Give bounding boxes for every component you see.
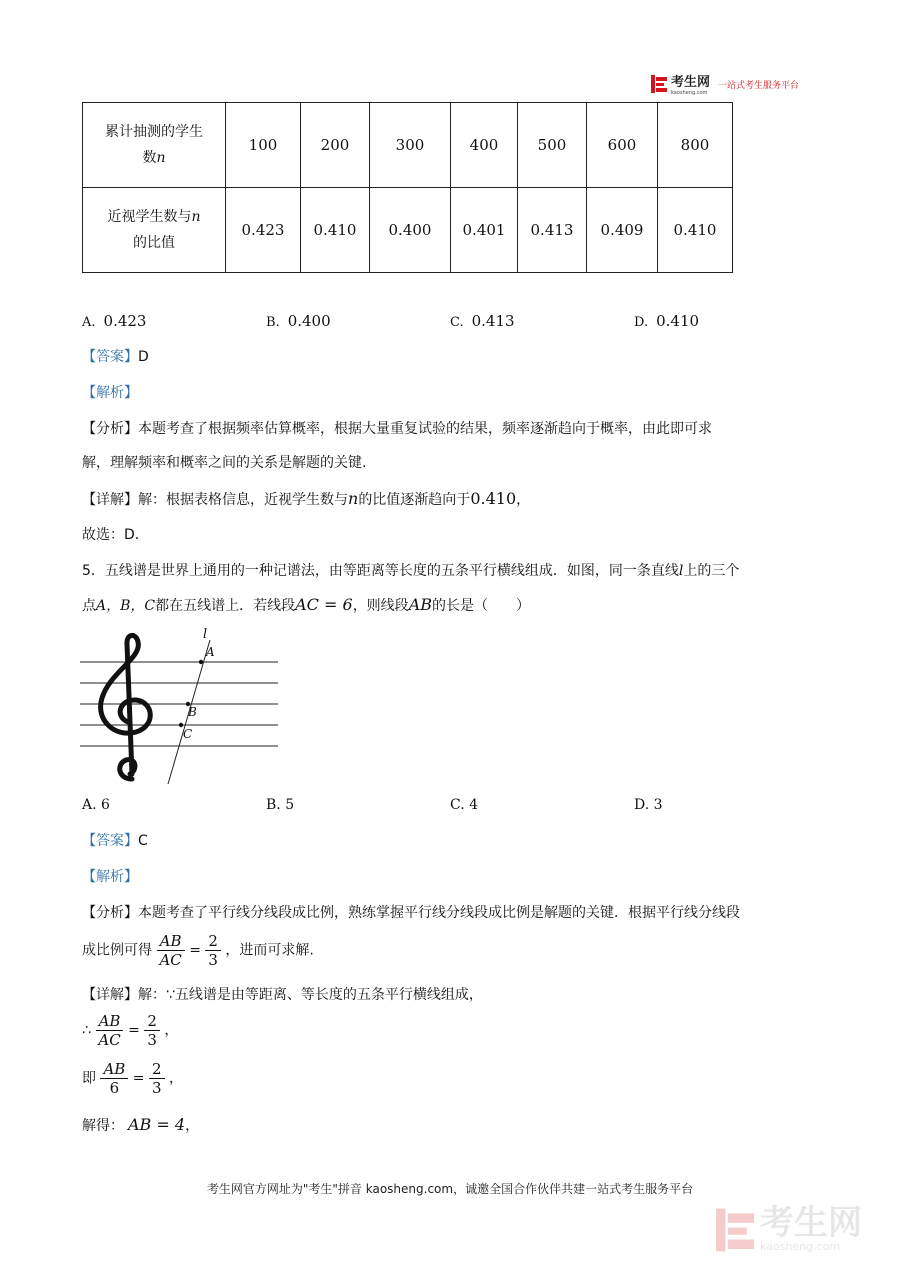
fenxi-text: 成比例可得 [82, 942, 152, 959]
solve-label: 解得： [82, 1118, 124, 1134]
detail-text: 的比值逐渐趋向于 [358, 492, 471, 508]
comma: ， [164, 1022, 179, 1039]
fraction-denominator: 3 [151, 1079, 162, 1097]
label-b: B [188, 705, 197, 719]
q4-option-c [450, 312, 515, 330]
watermark-text-block [760, 1203, 862, 1253]
stem-text: 点 [82, 598, 96, 614]
q5-option-d [634, 797, 663, 813]
option-value: 6 [101, 797, 110, 813]
fraction-denominator: AC [98, 1031, 121, 1049]
table-cell: 300 [370, 103, 451, 188]
brand-name: 考生网 [671, 75, 711, 90]
page-footer: 考生网官方网址为"考生"拼音 kaosheng.com，诚邀全国合作伙伴共建一站式考生服务平台 [206, 1182, 694, 1196]
table-cell: 500 [518, 103, 587, 188]
stem-text: 的长是（ ） [432, 598, 530, 614]
detail-value: 0.410 [470, 489, 517, 508]
table-cell: 800 [658, 103, 733, 188]
fenxi-tag: 【分析】 [82, 905, 138, 921]
table-cell: 0.400 [370, 188, 451, 273]
fraction-numerator: 2 [144, 1012, 160, 1031]
math-expr: AC = 6 [295, 595, 353, 614]
fraction-denominator: 3 [208, 951, 218, 969]
q5-stem-line1 [82, 560, 842, 582]
answer-value: D [138, 349, 149, 365]
comma: ， [168, 1070, 183, 1087]
q5-option-b [266, 797, 294, 813]
q4-fenxi [82, 418, 822, 440]
math-var: AB [408, 595, 432, 614]
fenxi-text: ，进而可求解. [225, 942, 314, 959]
q4-conclusion: 故选：D． [82, 527, 149, 543]
stem-text: 5．五线谱是世界上通用的一种记谱法，由等距离等长度的五条平行横线组成．如图，同一条直线 [82, 563, 679, 579]
treble-clef-icon [101, 635, 151, 779]
math-var: A，B，C [96, 598, 156, 614]
detail-tag: 【详解】 [82, 492, 138, 508]
fraction-2-3 [144, 1012, 160, 1049]
survey-table [82, 102, 733, 273]
row-label: 累计抽测的学生 [105, 124, 203, 140]
equals-sign: = [132, 1070, 145, 1087]
staff-lines [80, 662, 278, 746]
q5-answer [82, 830, 148, 852]
header-brand [651, 72, 799, 96]
option-value: 0.423 [103, 312, 147, 330]
fraction-numerator: 2 [149, 1060, 165, 1079]
detail-text: 解：根据表格信息，近视学生数与 [138, 492, 348, 508]
watermark-logo-icon [716, 1207, 754, 1253]
q5-step-therefore [82, 1012, 178, 1049]
q4-detail [82, 488, 530, 511]
answer-value: C [138, 833, 148, 849]
option-label: D. [634, 315, 649, 330]
analysis-tag: 【解析】 [82, 869, 138, 885]
detail-text: ， [516, 492, 531, 508]
q5-analysis-heading [82, 866, 138, 888]
q5-option-a [82, 797, 110, 813]
point-a [199, 660, 203, 664]
option-value: 0.413 [471, 312, 515, 330]
q5-detail [82, 984, 483, 1006]
fraction-denominator: AC [159, 951, 182, 969]
answer-tag: 【答案】 [82, 349, 138, 365]
brand-slogan: 一站式考生服务平台 [718, 80, 800, 91]
option-value: 0.400 [287, 312, 331, 330]
math-var: l [678, 563, 684, 579]
fenxi-text: 本题考查了根据频率估算概率，根据大量重复试验的结果，频率逐渐趋向于概率，由此即可求 [138, 421, 712, 437]
option-label: A. [82, 315, 96, 330]
q4-answer [82, 346, 149, 368]
table-header-cell [83, 103, 226, 188]
fraction-denominator: 6 [109, 1079, 120, 1097]
equals-sign: = [128, 1022, 140, 1039]
table-cell: 0.410 [658, 188, 733, 273]
q5-step-ji [82, 1060, 183, 1097]
table-cell: 0.410 [301, 188, 370, 273]
watermark-text: 考生网 [760, 1203, 862, 1243]
option-value: 5 [285, 797, 295, 813]
fraction-2-3 [205, 932, 221, 969]
brand-sub: kaosheng.com [671, 90, 708, 96]
table-cell: 0.423 [226, 188, 301, 273]
q5-solve [82, 1114, 199, 1137]
q4-option-d [634, 312, 699, 330]
fraction-numerator: AB [96, 1012, 124, 1031]
table-row [83, 103, 733, 188]
fraction-numerator: AB [100, 1060, 128, 1079]
kaosheng-logo-icon [651, 75, 667, 93]
stem-text: ，则线段 [352, 598, 409, 614]
table-row [83, 188, 733, 273]
stem-text: 都在五线谱上．若线段 [155, 598, 296, 614]
row-label: 数 [142, 150, 157, 166]
staff-figure [80, 624, 290, 789]
equals-sign: = [189, 942, 201, 959]
q4-analysis-heading [82, 382, 138, 404]
q5-option-c [450, 797, 478, 813]
fraction-ab-ac [156, 932, 184, 969]
stem-text: 上的三个 [683, 563, 740, 579]
math-var: n [191, 209, 201, 225]
math-var: n [348, 489, 359, 508]
detail-tag: 【详解】 [82, 987, 138, 1003]
fraction-numerator: 2 [205, 932, 221, 951]
fraction-numerator: AB [157, 932, 185, 951]
table-cell: 600 [587, 103, 658, 188]
table-cell: 400 [451, 103, 518, 188]
q4-fenxi-line2: 解，理解频率和概率之间的关系是解题的关键. [82, 455, 367, 471]
fraction-ab-6 [100, 1060, 128, 1097]
math-var: n [156, 150, 166, 166]
table-cell: 0.413 [518, 188, 587, 273]
table-cell: 200 [301, 103, 370, 188]
label-a: A [206, 645, 215, 659]
watermark [716, 1203, 862, 1253]
label-c: C [183, 727, 193, 741]
answer-tag: 【答案】 [82, 833, 138, 849]
option-label: B. [266, 797, 281, 813]
table-cell: 100 [226, 103, 301, 188]
option-value: 0.410 [656, 312, 700, 330]
q5-stem-line2 [82, 594, 530, 617]
table-cell: 0.409 [587, 188, 658, 273]
table-cell: 0.401 [451, 188, 518, 273]
option-value: 4 [469, 797, 479, 813]
analysis-tag: 【解析】 [82, 385, 138, 401]
fraction-ab-ac [95, 1012, 123, 1049]
comma: ， [185, 1118, 200, 1134]
label-l: l [203, 627, 208, 642]
detail-text: 解：∵五线谱是由等距离、等长度的五条平行横线组成， [138, 987, 483, 1003]
q5-fenxi [82, 902, 842, 924]
option-label: D. [634, 797, 650, 813]
q4-option-a [82, 312, 146, 330]
option-label: C. [450, 797, 465, 813]
fenxi-tag: 【分析】 [82, 421, 138, 437]
q4-option-b [266, 312, 331, 330]
brand-text [671, 72, 710, 96]
option-label: B. [266, 315, 280, 330]
ji-text: 即 [82, 1070, 96, 1087]
fenxi-text: 本题考查了平行线分线段成比例，熟练掌握平行线分线段成比例是解题的关键．根据平行线分线段 [138, 905, 740, 921]
fraction-2-3 [149, 1060, 165, 1097]
row-label: 近视学生数与 [107, 209, 192, 225]
solve-result: AB = 4 [128, 1115, 186, 1134]
fraction-denominator: 3 [147, 1031, 157, 1049]
option-value: 3 [653, 797, 663, 813]
watermark-sub: kaosheng.com [760, 1240, 841, 1253]
q5-fenxi-line2 [82, 932, 314, 969]
therefore-symbol: ∴ [82, 1022, 91, 1039]
table-header-cell [83, 188, 226, 273]
row-label: 的比值 [133, 235, 175, 251]
option-label: A. [82, 797, 97, 813]
option-label: C. [450, 315, 464, 330]
